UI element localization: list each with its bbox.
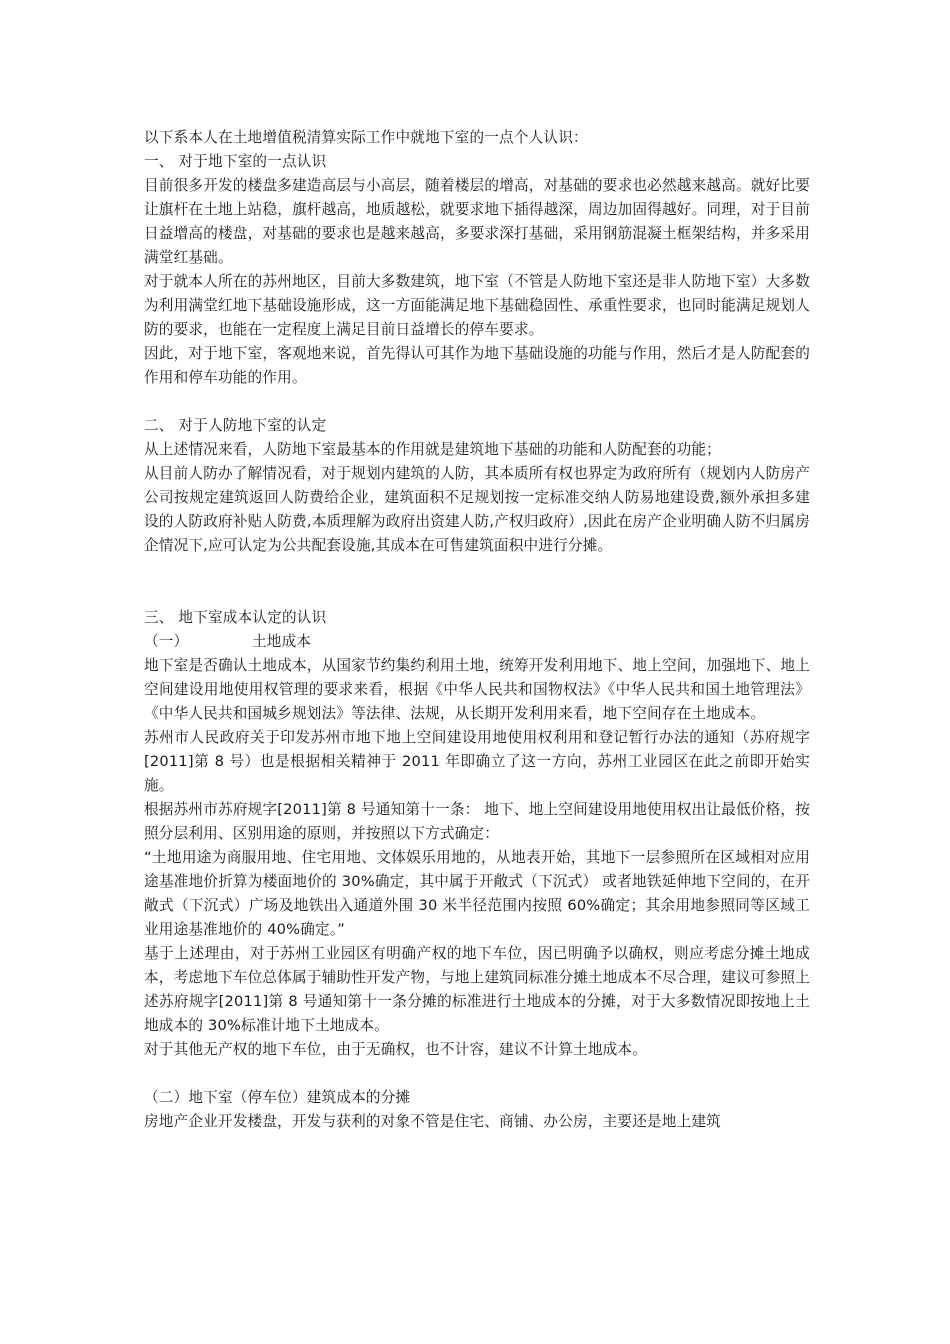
section2-paragraph-1: 从上述情况来看，人防地下室最基本的作用就是建筑地下基础的功能和人防配套的功能； xyxy=(144,441,721,458)
intro-line: 以下系本人在土地增值税清算实际工作中就地下室的一点个人认识： xyxy=(144,129,588,146)
sub1-title: 土地成本 xyxy=(252,633,312,650)
section1-paragraph-1: 目前很多开发的楼盘多建造高层与小高层，随着楼层的增高，对基础的要求也必然越来越高。就好比要让旗杆在土地上站稳，旗杆越高，地质越松，就要求地下插得越深，周边加固得越好。同理，对于目前日益增高的楼盘，对基础的要求也是越来越高，多要求深打基础，采用钢筋混凝土框架结构，并多采用满堂红基础。 xyxy=(144,177,810,266)
section3-paragraph-2: 苏州市人民政府关于印发苏州市地下地上空间建设用地使用权利用和登记暂行办法的通知（苏府规字[2011]第 8 号）也是根据相关精神于 2011 年即确立了这一方向，苏州工业园区在此之前即开始实施。 xyxy=(144,729,810,794)
section3-paragraph-5: 基于上述理由，对于苏州工业园区有明确产权的地下车位，因已明确予以确权，则应考虑分摊土地成本，考虑地下车位总体属于辅助性开发产物，与地上建筑同标准分摊土地成本不尽合理，建议可参照上述苏府规字[2011]第 8 号通知第十一条分摊的标准进行土地成本的分摊，对于大多数情况即按地上土地成本的 30%标准计地下土地成本。 xyxy=(144,945,810,1034)
spacer xyxy=(144,558,810,606)
document-body xyxy=(144,126,810,1134)
section2-heading: 二、 对于人防地下室的认定 xyxy=(144,417,327,434)
section3-heading: 三、 地下室成本认定的认识 xyxy=(144,609,327,626)
sub1-number: （一） xyxy=(144,633,189,650)
section3-paragraph-1: 地下室是否确认土地成本，从国家节约集约利用土地，统筹开发利用地下、地上空间，加强地下、地上空间建设用地使用权管理的要求来看，根据《中华人民共和国物权法》《中华人民共和国土地管理法》《中华人民共和国城乡规划法》等法律、法规，从长期开发利用来看，地下空间存在土地成本。 xyxy=(144,657,810,722)
section1-paragraph-2: 对于就本人所在的苏州地区，目前大多数建筑，地下室（不管是人防地下室还是非人防地下室）大多数为利用满堂红地下基础设施形成，这一方面能满足地下基础稳固性、承重性要求，也同时能满足规划人防的要求，也能在一定程度上满足目前日益增长的停车要求。 xyxy=(144,273,810,338)
spacer xyxy=(144,390,810,414)
section3-sub1-heading xyxy=(144,630,810,654)
section1-heading: 一、 对于地下室的一点认识 xyxy=(144,153,327,170)
section3-quote: “土地用途为商服用地、住宅用地、文体娱乐用地的，从地表开始，其地下一层参照所在区域相对应用途基准地价折算为楼面地价的 30%确定，其中属于开敞式（下沉式） 或者地铁延伸地下空间的，在开敞式（下沉式）广场及地铁出入通道外围 30 米半径范围内按照 60%确定；其余用地参照同等区域工业用途基准地价的 40%确定。” xyxy=(144,849,810,938)
section3-sub2-paragraph: 房地产企业开发楼盘，开发与获利的对象不管是住宅、商铺、办公房，主要还是地上建筑 xyxy=(144,1113,721,1130)
section1-paragraph-3: 因此，对于地下室，客观地来说，首先得认可其作为地下基础设施的功能与作用，然后才是人防配套的作用和停车功能的作用。 xyxy=(144,345,810,386)
spacer xyxy=(144,1062,810,1086)
section3-paragraph-6: 对于其他无产权的地下车位，由于无确权，也不计容，建议不计算土地成本。 xyxy=(144,1041,647,1058)
section3-paragraph-3: 根据苏州市苏府规字[2011]第 8 号通知第十一条： 地下、地上空间建设用地使用权出让最低价格，按照分层利用、区别用途的原则，并按照以下方式确定： xyxy=(144,801,810,842)
section2-paragraph-2: 从目前人防办了解情况看，对于规划内建筑的人防，其本质所有权也界定为政府所有（规划内人防房产公司按规定建筑返回人防费给企业，建筑面积不足规划按一定标准交纳人防易地建设费,额外承担多建设的人防政府补贴人防费,本质理解为政府出资建人防,产权归政府）,因此在房产企业明确人防不归属房企情况下,应可认定为公共配套设施,其成本在可售建筑面积中进行分摊。 xyxy=(144,465,810,554)
section3-sub2-heading: （二）地下室（停车位）建筑成本的分摊 xyxy=(144,1089,411,1106)
